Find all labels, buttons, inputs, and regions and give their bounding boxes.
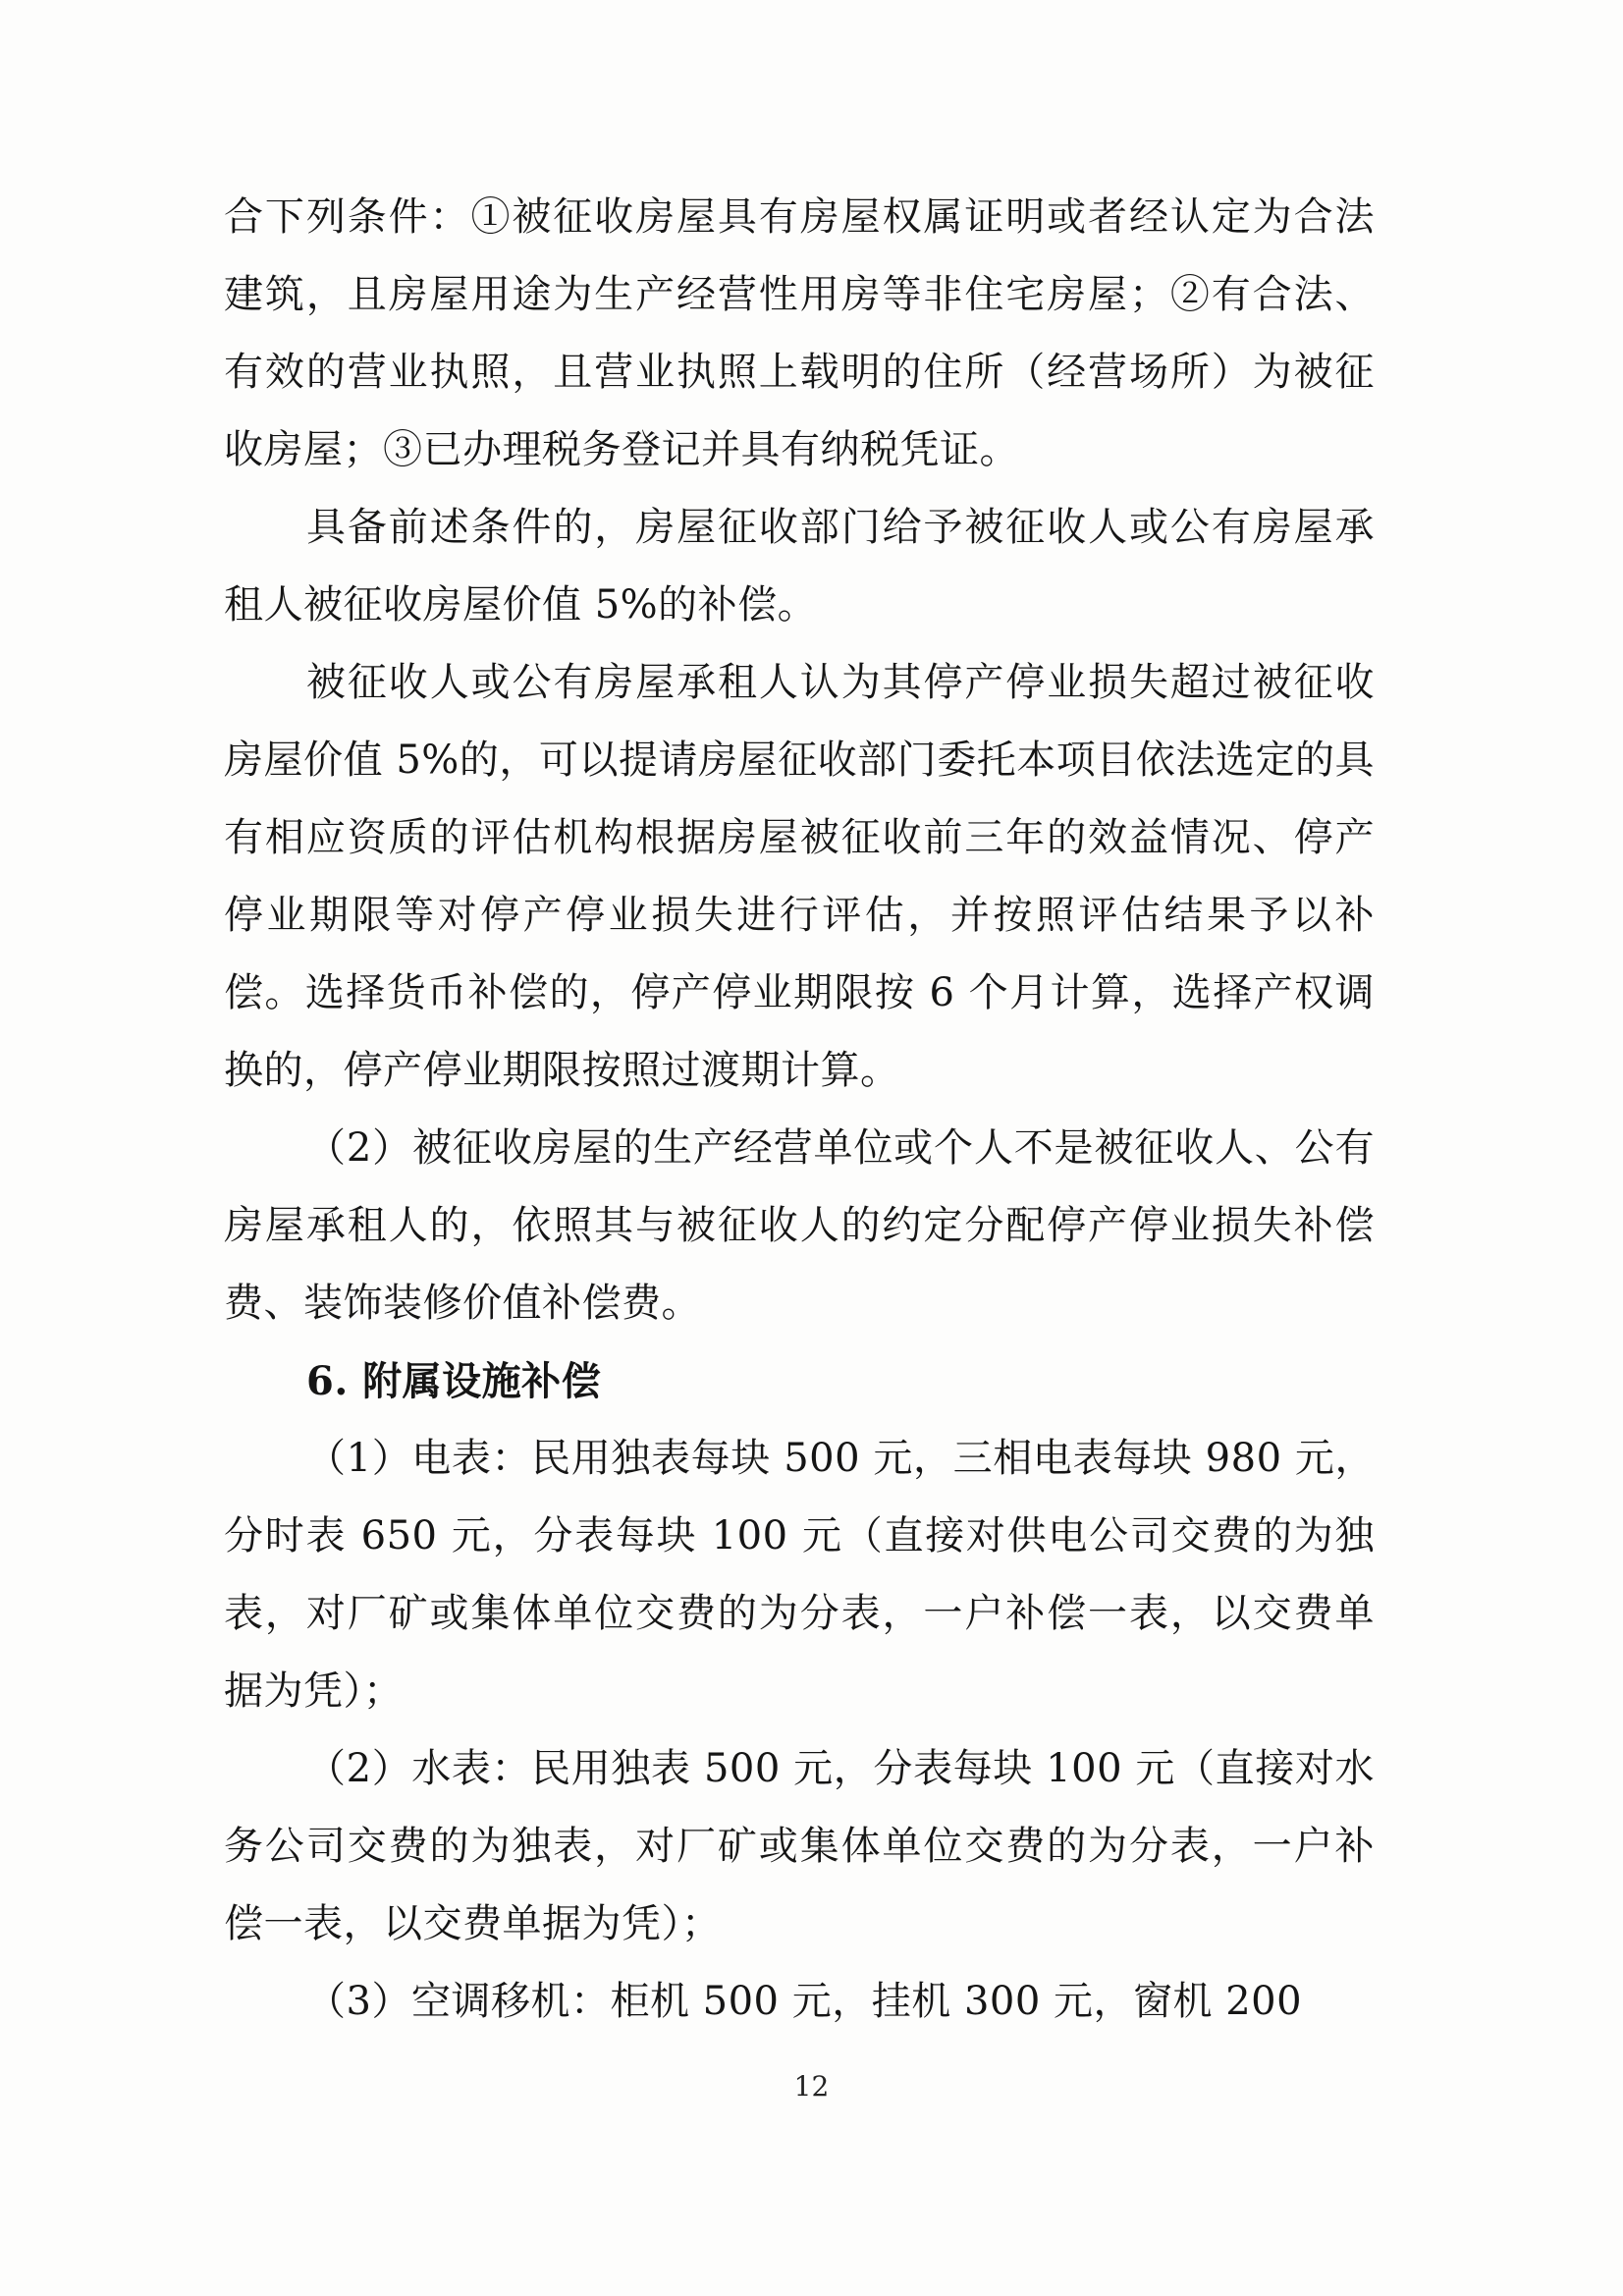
page-body: [224, 179, 1375, 2041]
paragraph-electric-meter: （1）电表：民用独表每块 500 元，三相电表每块 980 元，分时表 650 元，分表每块 100 元（直接对供电公司交费的为独表，对厂矿或集体单位交费的为分表，一户补偿一表，以交费单据为凭）；: [224, 1436, 1375, 1714]
paragraph-water-meter: （2）水表：民用独表 500 元，分表每块 100 元（直接对水务公司交费的为独表，对厂矿或集体单位交费的为分表，一户补偿一表，以交费单据为凭）；: [224, 1746, 1375, 1946]
paragraph-operator-allocation: （2）被征收房屋的生产经营单位或个人不是被征收人、公有房屋承租人的，依照其与被征收人的约定分配停产停业损失补偿费、装饰装修价值补偿费。: [224, 1125, 1375, 1326]
page-number: 12: [793, 2070, 830, 2103]
paragraph-loss-assessment: 被征收人或公有房屋承租人认为其停产停业损失超过被征收房屋价值 5%的，可以提请房屋征收部门委托本项目依法选定的具有相应资质的评估机构根据房屋被征收前三年的效益情况、停产停业期限等对停产停业损失进行评估，并按照评估结果予以补偿。选择货币补偿的，停产停业期限按 6 个月计算，选择产权调换的，停产停业期限按照过渡期计算。: [224, 660, 1375, 1093]
paragraph-conditions-compensation: 具备前述条件的，房屋征收部门给予被征收人或公有房屋承租人被征收房屋价值 5%的补偿。: [224, 505, 1375, 628]
paragraph-continuation: 合下列条件：①被征收房屋具有房屋权属证明或者经认定为合法建筑，且房屋用途为生产经营性用房等非住宅房屋；②有合法、有效的营业执照，且营业执照上载明的住所（经营场所）为被征收房屋；③已办理税务登记并具有纳税凭证。: [224, 194, 1375, 472]
section-heading-ancillary-facilities: 6. 附属设施补偿: [306, 1358, 602, 1404]
paragraph-air-conditioner-relocation: （3）空调移机：柜机 500 元，挂机 300 元，窗机 200: [306, 1979, 1303, 2024]
